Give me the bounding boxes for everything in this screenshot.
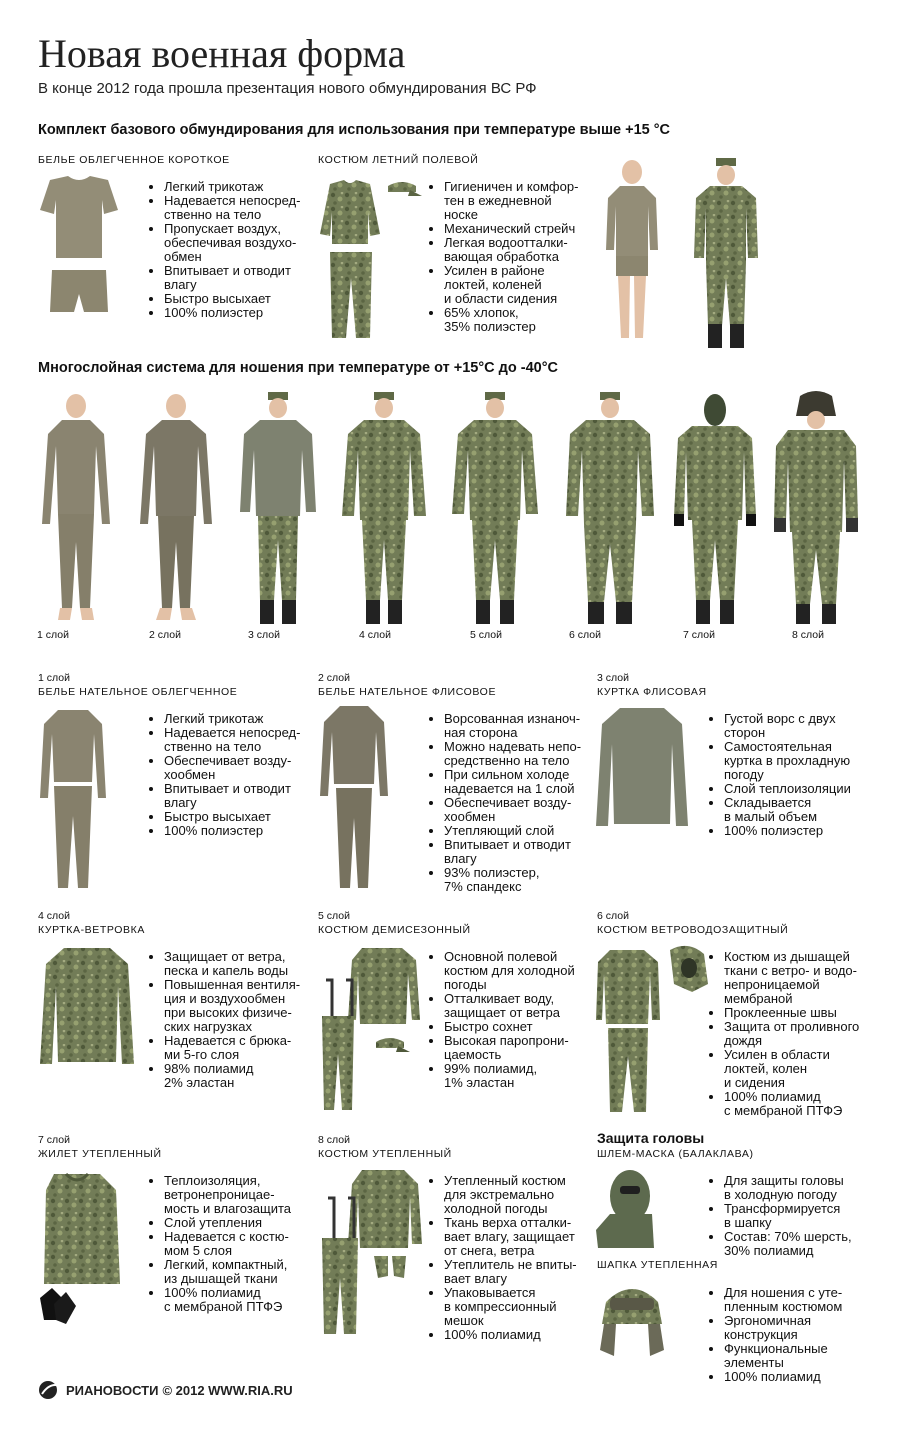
bullet: • Основной полевой костюм для холодной погоды [444,950,604,992]
layer-caption-1: 1 слой [37,629,69,641]
item1-layer: 1 слой [38,672,70,684]
item4-layer: 4 слой [38,910,70,922]
item5-label: КОСТЮМ ДЕМИСЕЗОННЫЙ [318,924,471,936]
item3-label: КУРТКА ФЛИСОВАЯ [597,686,707,698]
summer-suit-label: КОСТЮМ ЛЕТНИЙ ПОЛЕВОЙ [318,154,479,166]
section1-title: Комплект базового обмундирования для использования при температуре выше +15 °C [38,122,671,138]
bullet: • Обеспечивает возду- хообмен [444,796,604,824]
head-protection-title: Защита головы [597,1130,705,1146]
layer1-figure [36,392,116,628]
bullet: • Пропускает воздух, обеспечивая воздухо- обмен [164,222,314,264]
bullet: • Складывается в малый объем [724,796,894,824]
item7-layer: 7 слой [38,1134,70,1146]
bullet: • Утепляющий слой [444,824,604,838]
item7-label: ЖИЛЕТ УТЕПЛЕННЫЙ [38,1148,162,1160]
layer-caption-5: 5 слой [470,629,502,641]
item4-image [38,946,136,1068]
item8-layer: 8 слой [318,1134,350,1146]
bullet: • Ткань верха отталки- вает влагу, защищает от снега, ветра [444,1216,604,1258]
item3-bullets [708,712,894,838]
item7-image [36,1170,126,1328]
item2-image [318,704,390,890]
bullet: • Эргономичная конструкция [724,1314,894,1342]
item4-label: КУРТКА-ВЕТРОВКА [38,924,145,936]
layer-caption-3: 3 слой [248,629,280,641]
section2-title: Многослойная система для ношения при температуре от +15°C до -40°C [38,360,558,376]
item2-label: БЕЛЬЕ НАТЕЛЬНОЕ ФЛИСОВОЕ [318,686,497,698]
item2-bullets [428,712,604,894]
winter-hat-bullets [708,1286,894,1384]
bullet: • Обеспечивает возду- хообмен [164,754,314,782]
bullet: • 100% полиэстер [164,306,314,320]
item5-bullets [428,950,604,1090]
bullet: • Впитывает и отводит влагу [444,838,604,866]
item2-layer: 2 слой [318,672,350,684]
bullet: • Механический стрейч [444,222,604,236]
item1-image [38,706,108,890]
summer-suit-image [316,178,426,342]
bullet: • Быстро сохнет [444,1020,604,1034]
balaclava-label: ШЛЕМ-МАСКА (БАЛАКЛАВА) [597,1148,754,1160]
item8-image [318,1166,424,1338]
bullet: • Усилен в области локтей, колен и сидения [724,1048,894,1090]
bullet: • Надевается непосред- ственно на тело [164,194,314,222]
bullet: • Надевается с костю- мом 5 слоя [164,1230,319,1258]
bullet: • Надевается непосред- ственно на тело [164,726,314,754]
balaclava-image [596,1168,658,1252]
bullet: • 100% полиамид [724,1370,894,1384]
layer-caption-4: 4 слой [359,629,391,641]
bullet: • Отталкивает воду, защищает от ветра [444,992,604,1020]
soldier-summer-figure [688,158,764,354]
short-underwear-image [38,176,120,318]
bullet: • Легкая водоотталки- вающая обработка [444,236,604,264]
bullet: • Гигиеничен и комфор- тен в ежедневной носке [444,180,604,222]
bullet: • Функциональные элементы [724,1342,894,1370]
layer-caption-6: 6 слой [569,629,601,641]
winter-hat-label: ШАПКА УТЕПЛЕННАЯ [597,1259,718,1271]
ria-logo-icon [38,1380,62,1400]
item1-bullets [148,712,314,838]
bullet: • 100% полиамид с мембраной ПТФЭ [724,1090,894,1118]
bullet: • Впитывает и отводит влагу [164,782,314,810]
item6-layer: 6 слой [597,910,629,922]
layer2-figure [136,392,216,628]
layer-caption-8: 8 слой [792,629,824,641]
footer-brand: РИАНОВОСТИ [66,1382,159,1398]
bullet: • Легкий трикотаж [164,180,314,194]
bullet: • Трансформируется в шапку [724,1202,894,1230]
bullet: • Усилен в районе локтей, коленей и области сидения [444,264,604,306]
bullet: • 98% полиамид 2% эластан [164,1062,324,1090]
bullet: • 100% полиамид с мембраной ПТФЭ [164,1286,319,1314]
layer-caption-2: 2 слой [149,629,181,641]
layer4-figure [340,390,428,628]
bullet: • Впитывает и отводит влагу [164,264,314,292]
summer-suit-bullets [428,180,604,334]
balaclava-bullets [708,1174,894,1258]
layer3-figure [236,390,320,628]
page-subtitle: В конце 2012 года прошла презентация нового обмундирования ВС РФ [38,80,537,97]
bullet: • Защита от проливного дождя [724,1020,894,1048]
footer-copyright: © 2012 WWW.RIA.RU [162,1382,293,1398]
item5-image [318,944,424,1114]
item7-bullets [148,1174,319,1314]
item1-label: БЕЛЬЕ НАТЕЛЬНОЕ ОБЛЕГЧЕННОЕ [38,686,238,698]
bullet: • Утепленный костюм для экстремально холодной погоды [444,1174,604,1216]
soldier-underwear-figure [596,158,668,348]
bullet: • При сильном холоде надевается на 1 слой [444,768,604,796]
footer [38,1380,293,1400]
bullet: • Упаковывается в компрессионный мешок [444,1286,604,1328]
bullet: • Защищает от ветра, песка и капель воды [164,950,324,978]
bullet: • Высокая паропрони- цаемость [444,1034,604,1062]
item6-label: КОСТЮМ ВЕТРОВОДОЗАЩИТНЫЙ [597,924,789,936]
layer6-figure [564,390,656,628]
layer5-figure [450,390,540,628]
underwear-short-label: БЕЛЬЕ ОБЛЕГЧЕННОЕ КОРОТКОЕ [38,154,230,166]
bullet: • Можно надевать непо- средственно на тело [444,740,604,768]
page-title: Новая военная форма [38,31,406,76]
bullet: • 65% хлопок, 35% полиэстер [444,306,604,334]
bullet: • 100% полиамид [444,1328,604,1342]
bullet: • Проклеенные швы [724,1006,894,1020]
bullet: • Легкий, компактный, из дышащей ткани [164,1258,319,1286]
bullet: • Для защиты головы в холодную погоду [724,1174,894,1202]
bullet: • 100% полиэстер [724,824,894,838]
layer7-figure [672,390,758,628]
bullet: • Для ношения с уте- пленным костюмом [724,1286,894,1314]
bullet: • 99% полиамид, 1% эластан [444,1062,604,1090]
bullet: • Легкий трикотаж [164,712,314,726]
bullet: • Состав: 70% шерсть, 30% полиамид [724,1230,894,1258]
bullet: • Густой ворс с двух сторон [724,712,894,740]
bullet: • 93% полиэстер, 7% спандекс [444,866,604,894]
layer-caption-7: 7 слой [683,629,715,641]
item8-label: КОСТЮМ УТЕПЛЕННЫЙ [318,1148,452,1160]
bullet: • Повышенная вентиля- ция и воздухообмен при высоких физиче- ских нагрузках [164,978,324,1034]
bullet: • Слой утепления [164,1216,319,1230]
item5-layer: 5 слой [318,910,350,922]
item3-layer: 3 слой [597,672,629,684]
bullet: • Быстро высыхает [164,292,314,306]
underwear-short-bullets [148,180,314,320]
item4-bullets [148,950,324,1090]
bullet: • Быстро высыхает [164,810,314,824]
bullet: • Теплоизоляция, ветронепроницае- мость и влагозащита [164,1174,319,1216]
item3-image [594,706,690,830]
item8-bullets [428,1174,604,1342]
item6-image [596,944,712,1116]
bullet: • Костюм из дышащей ткани с ветро- и водо- непроницаемой мембраной [724,950,894,1006]
bullet: • Надевается с брюка- ми 5-го слоя [164,1034,324,1062]
item6-bullets [708,950,894,1118]
bullet: • Самостоятельная куртка в прохладную погоду [724,740,894,782]
bullet: • Ворсованная изнаноч- ная сторона [444,712,604,740]
bullet: • Утеплитель не впиты- вает влагу [444,1258,604,1286]
bullet: • Слой теплоизоляции [724,782,894,796]
bullet: • 100% полиэстер [164,824,314,838]
winter-hat-image [596,1280,668,1362]
layer8-figure [772,390,860,628]
